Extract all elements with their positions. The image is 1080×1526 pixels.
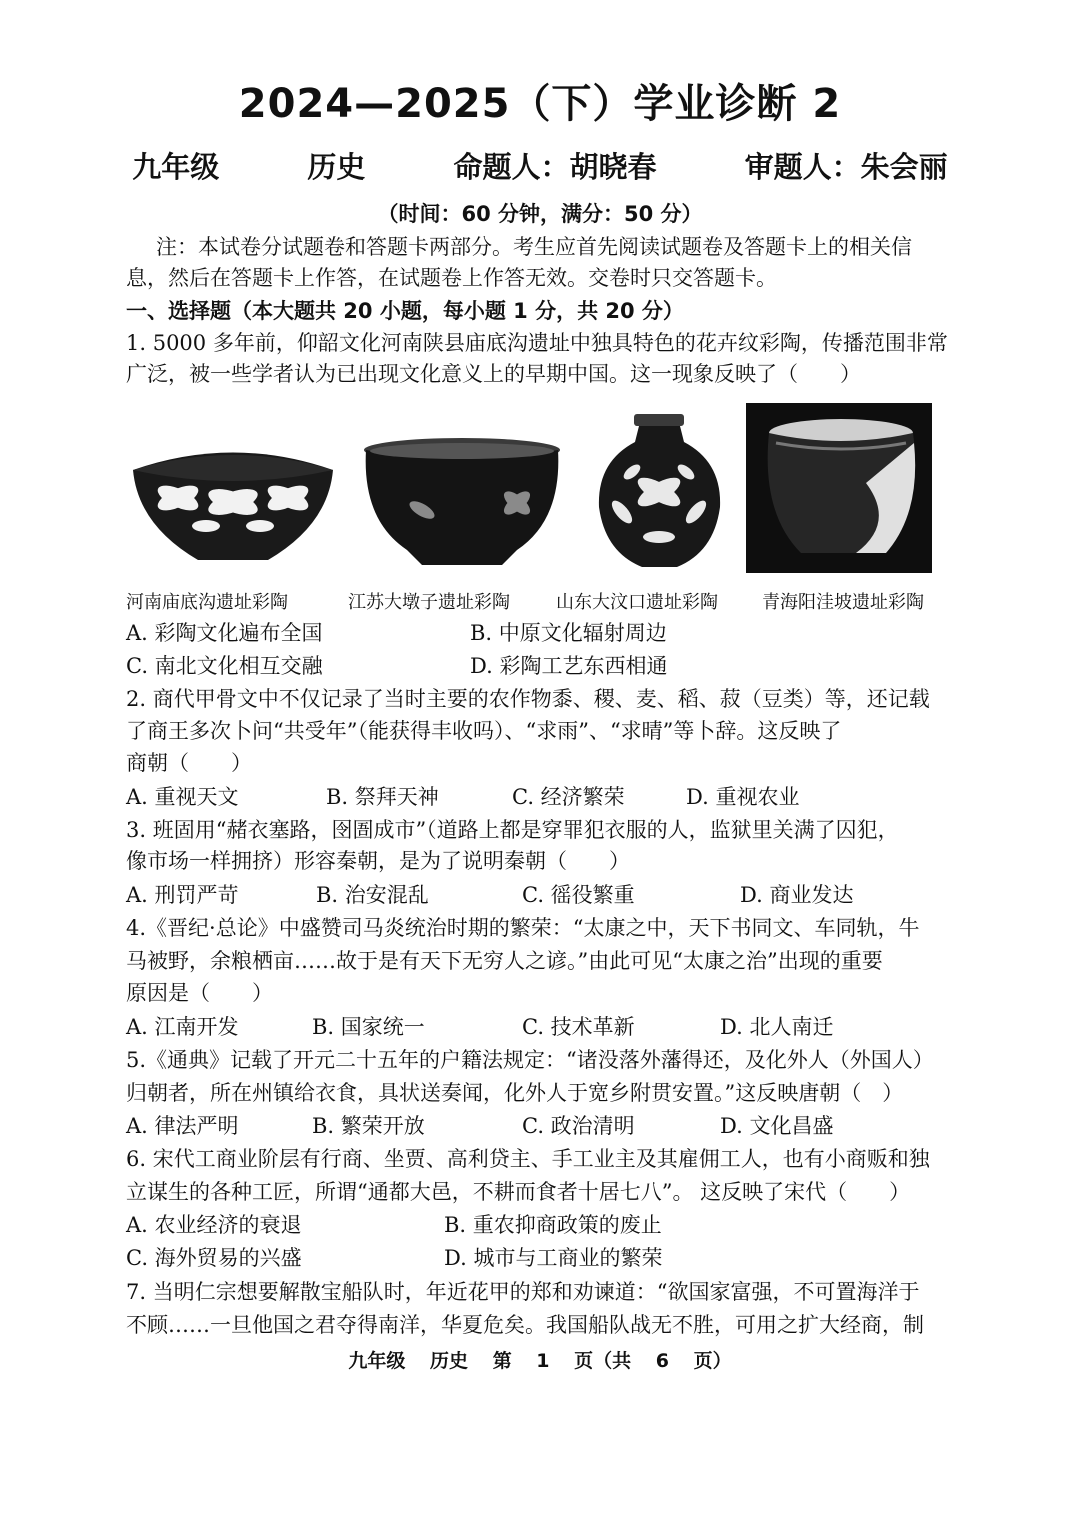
option-c[interactable]: C. 海外贸易的兴盛 — [126, 1246, 302, 1270]
option-d[interactable]: D. 文化昌盛 — [720, 1114, 834, 1138]
footer-grade: 九年级 — [348, 1350, 406, 1372]
option-a[interactable]: A. 重视天文 — [126, 785, 239, 809]
option-b[interactable]: B. 国家统一 — [312, 1015, 425, 1039]
reviewer-label: 审题人：朱会丽 — [744, 150, 948, 184]
question-text: 3. 班固用“赭衣塞路，囹圄成市”（道路上都是穿罪犯衣服的人，监狱里关满了囚犯， — [126, 818, 899, 842]
pottery-image-2 — [362, 435, 562, 574]
question-text: 6. 宋代工商业阶层有行商、坐贾、高利贷主、手工业主及其雇佣工人，也有小商贩和独 — [126, 1147, 930, 1171]
option-b[interactable]: B. 祭拜天神 — [326, 785, 439, 809]
question-text: 7. 当明仁宗想要解散宝船队时，年近花甲的郑和劝谏道：“欲国家富强，不可置海洋于 — [126, 1280, 920, 1304]
question-text: 不顾……一旦他国之君夺得南洋，华夏危矣。我国船队战无不胜，可用之扩大经商，制 — [126, 1313, 924, 1337]
note-line: 息，然后在答题卡上作答，在试题卷上作答无效。交卷时只交答题卡。 — [126, 266, 777, 290]
page-footer — [0, 1346, 1080, 1373]
footer-page-number: 第 1 页（共 6 页） — [492, 1350, 732, 1372]
question-text: 商朝（ ） — [126, 751, 252, 775]
exam-title: 2024—2025（下）学业诊断 2 — [238, 81, 842, 127]
exam-subtitle — [0, 145, 1080, 186]
image-caption: 青海阳洼坡遗址彩陶 — [762, 592, 924, 613]
grade-label: 九年级 — [132, 150, 220, 184]
question-text: 4.《晋纪·总论》中盛赞司马炎统治时期的繁荣：“太康之中，天下书同文、车同轨，牛 — [126, 916, 920, 940]
option-b[interactable]: B. 治安混乱 — [316, 883, 429, 907]
question-text: 原因是（ ） — [126, 981, 273, 1005]
option-c[interactable]: C. 技术革新 — [522, 1015, 635, 1039]
image-caption: 山东大汶口遗址彩陶 — [556, 592, 718, 613]
note-line: 注：本试卷分试题卷和答题卡两部分。考生应首先阅读试题卷及答题卡上的相关信 — [156, 235, 912, 259]
option-a[interactable]: A. 刑罚严苛 — [126, 883, 239, 907]
option-c[interactable]: C. 徭役繁重 — [522, 883, 635, 907]
pottery-image-3 — [592, 412, 727, 576]
option-b[interactable]: B. 中原文化辐射周边 — [470, 621, 667, 645]
option-a[interactable]: A. 律法严明 — [126, 1114, 239, 1138]
option-b[interactable]: B. 重农抑商政策的废止 — [444, 1213, 662, 1237]
option-d[interactable]: D. 彩陶工艺东西相通 — [470, 654, 668, 678]
question-text: 1. 5000 多年前，仰韶文化河南陕县庙底沟遗址中独具特色的花卉纹彩陶，传播范围非常 — [126, 331, 948, 355]
question-text: 立谋生的各种工匠，所谓“通都大邑，不耕而食者十居七八”。 这反映了宋代（ ） — [126, 1180, 911, 1204]
option-c[interactable]: C. 经济繁荣 — [512, 785, 625, 809]
option-a[interactable]: A. 江南开发 — [126, 1015, 239, 1039]
option-d[interactable]: D. 商业发达 — [740, 883, 854, 907]
section-heading: 一、选择题（本大题共 20 小题，每小题 1 分，共 20 分） — [126, 299, 684, 323]
option-a[interactable]: A. 农业经济的衰退 — [126, 1213, 302, 1237]
option-d[interactable]: D. 城市与工商业的繁荣 — [444, 1246, 663, 1270]
image-caption: 江苏大墩子遗址彩陶 — [348, 592, 510, 613]
question-text: 了商王多次卜问“共受年”（能获得丰收吗）、“求雨”、“求晴”等卜辞。这反映了 — [126, 719, 842, 743]
question-text: 像市场一样拥挤）形容秦朝，是为了说明秦朝（ ） — [126, 849, 630, 873]
subject-label: 历史 — [307, 150, 366, 184]
image-caption: 河南庙底沟遗址彩陶 — [126, 592, 288, 613]
option-d[interactable]: D. 重视农业 — [686, 785, 800, 809]
question-text: 归朝者，所在州镇给衣食，具状送奏闻，化外人于宽乡附贯安置。”这反映唐朝（ ） — [126, 1081, 904, 1105]
time-info: （时间：60 分钟，满分：50 分） — [377, 202, 703, 226]
question-text: 广泛，被一些学者认为已出现文化意义上的早期中国。这一现象反映了（ ） — [126, 362, 861, 386]
author-label: 命题人：胡晓春 — [453, 150, 657, 184]
footer-subject: 历史 — [430, 1350, 469, 1372]
question-text: 5.《通典》记载了开元二十五年的户籍法规定：“诸没落外藩得还，及化外人（外国人） — [126, 1048, 934, 1072]
question-text: 2. 商代甲骨文中不仅记录了当时主要的农作物黍、稷、麦、稻、菽（豆类）等，还记载 — [126, 687, 930, 711]
option-b[interactable]: B. 繁荣开放 — [312, 1114, 425, 1138]
option-a[interactable]: A. 彩陶文化遍布全国 — [126, 621, 323, 645]
option-c[interactable]: C. 政治清明 — [522, 1114, 635, 1138]
pottery-image-4 — [746, 403, 932, 577]
pottery-image-1 — [128, 430, 338, 574]
option-c[interactable]: C. 南北文化相互交融 — [126, 654, 323, 678]
question-text: 马被野，余粮栖亩……故于是有天下无穷人之谚。”由此可见“太康之治”出现的重要 — [126, 949, 883, 973]
option-d[interactable]: D. 北人南迁 — [720, 1015, 834, 1039]
